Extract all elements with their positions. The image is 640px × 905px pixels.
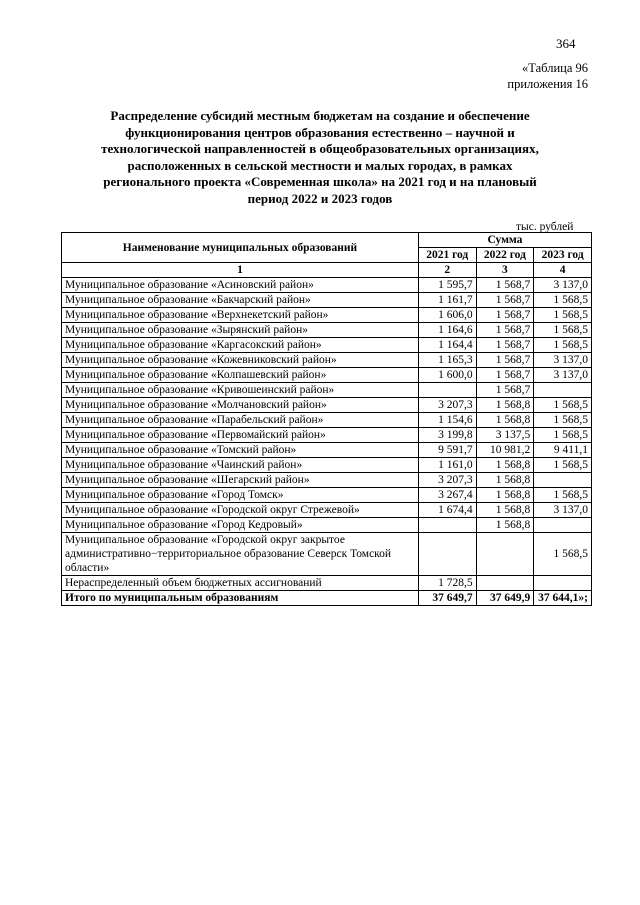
title-line: технологической направленностей в общеобразовательных организациях, xyxy=(101,141,539,156)
amount-2021 xyxy=(418,518,476,533)
amount-2023: 1 568,5 xyxy=(534,413,592,428)
title-line: регионального проекта «Современная школа» на 2021 год и на плановый xyxy=(103,174,537,189)
table-row xyxy=(62,503,592,518)
amount-2022: 3 137,5 xyxy=(476,428,534,443)
amount-2022: 1 568,8 xyxy=(476,413,534,428)
caption-line-1: «Таблица 96 xyxy=(522,61,588,75)
column-number: 1 xyxy=(62,263,419,278)
header-year-2023: 2023 год xyxy=(534,248,592,263)
amount-2022: 1 568,7 xyxy=(476,293,534,308)
amount-2021: 1 728,5 xyxy=(418,576,476,591)
amount-2022: 1 568,7 xyxy=(476,323,534,338)
municipality-name: Муниципальное образование «Колпашевский район» xyxy=(62,368,419,383)
municipality-name: Муниципальное образование «Городской округ закрытое административно−территориальное образование Северск Томской области» xyxy=(62,533,419,576)
title-line: функционирования центров образования естественно – научной и xyxy=(125,124,515,140)
amount-2022: 1 568,8 xyxy=(476,458,534,473)
table-row xyxy=(62,473,592,488)
amount-2022: 1 568,7 xyxy=(476,353,534,368)
amount-2022: 1 568,7 xyxy=(476,338,534,353)
header-sum: Сумма xyxy=(418,233,591,248)
municipality-name: Муниципальное образование «Шегарский район» xyxy=(62,473,419,488)
municipality-name: Муниципальное образование «Верхнекетский район» xyxy=(62,308,419,323)
amount-2023: 3 137,0 xyxy=(534,368,592,383)
municipality-name: Муниципальное образование «Кривошеинский район» xyxy=(62,383,419,398)
amount-2023 xyxy=(534,473,592,488)
amount-2023 xyxy=(534,518,592,533)
table-row xyxy=(62,323,592,338)
amount-2021: 9 591,7 xyxy=(418,443,476,458)
amount-2022: 1 568,7 xyxy=(476,308,534,323)
table-row xyxy=(62,293,592,308)
municipality-name: Муниципальное образование «Кожевниковский район» xyxy=(62,353,419,368)
page-number: 364 xyxy=(556,36,576,51)
municipality-name: Муниципальное образование «Первомайский район» xyxy=(62,428,419,443)
municipality-name: Муниципальное образование «Чаинский район» xyxy=(62,458,419,473)
total-2022: 37 649,9 xyxy=(476,591,534,606)
total-label: Итого по муниципальным образованиям xyxy=(62,591,419,606)
table-row xyxy=(62,398,592,413)
municipality-name: Муниципальное образование «Асиновский район» xyxy=(62,278,419,293)
total-2023: 37 644,1»; xyxy=(534,591,592,606)
amount-2022 xyxy=(476,576,534,591)
amount-2023: 1 568,5 xyxy=(534,308,592,323)
column-number: 4 xyxy=(534,263,592,278)
header-year-2022: 2022 год xyxy=(476,248,534,263)
title-line: расположенных в сельской местности и малых городах, в рамках xyxy=(127,157,513,173)
amount-2023: 1 568,5 xyxy=(534,293,592,308)
amount-2021: 3 207,3 xyxy=(418,473,476,488)
amount-2021: 1 674,4 xyxy=(418,503,476,518)
amount-2021: 1 600,0 xyxy=(418,368,476,383)
municipality-name: Муниципальное образование «Город Кедровый» xyxy=(62,518,419,533)
document-title xyxy=(60,108,580,207)
table-row xyxy=(62,576,592,591)
amount-2022: 1 568,8 xyxy=(476,518,534,533)
table-row xyxy=(62,413,592,428)
amount-2022: 1 568,7 xyxy=(476,368,534,383)
municipality-name: Нераспределенный объем бюджетных ассигнований xyxy=(62,576,419,591)
table-row xyxy=(62,368,592,383)
table-row xyxy=(62,353,592,368)
header-row xyxy=(62,233,592,248)
municipality-name: Муниципальное образование «Парабельский район» xyxy=(62,413,419,428)
amount-2022: 10 981,2 xyxy=(476,443,534,458)
amount-2022: 1 568,8 xyxy=(476,473,534,488)
amount-2022: 1 568,8 xyxy=(476,503,534,518)
amount-2023: 9 411,1 xyxy=(534,443,592,458)
units-label: тыс. рублей xyxy=(516,221,574,233)
amount-2021: 1 161,7 xyxy=(418,293,476,308)
title-line: период 2022 и 2023 годов xyxy=(247,190,393,206)
municipality-name: Муниципальное образование «Зырянский район» xyxy=(62,323,419,338)
caption-line-2: приложения 16 xyxy=(507,77,588,91)
amount-2021: 3 267,4 xyxy=(418,488,476,503)
municipality-name: Муниципальное образование «Бакчарский район» xyxy=(62,293,419,308)
municipality-name: Муниципальное образование «Каргасокский район» xyxy=(62,338,419,353)
amount-2023: 3 137,0 xyxy=(534,503,592,518)
amount-2023: 1 568,5 xyxy=(534,398,592,413)
amount-2021 xyxy=(418,533,476,576)
table-row xyxy=(62,338,592,353)
municipality-name: Муниципальное образование «Городской округ Стрежевой» xyxy=(62,503,419,518)
amount-2023: 3 137,0 xyxy=(534,353,592,368)
amount-2023 xyxy=(534,576,592,591)
table-caption xyxy=(507,60,588,92)
amount-2021 xyxy=(418,383,476,398)
amount-2021: 1 165,3 xyxy=(418,353,476,368)
amount-2023: 3 137,0 xyxy=(534,278,592,293)
amount-2023: 1 568,5 xyxy=(534,338,592,353)
municipality-name: Муниципальное образование «Город Томск» xyxy=(62,488,419,503)
amount-2023: 1 568,5 xyxy=(534,458,592,473)
amount-2021: 3 207,3 xyxy=(418,398,476,413)
total-row xyxy=(62,591,592,606)
header-year-2021: 2021 год xyxy=(418,248,476,263)
table-row xyxy=(62,443,592,458)
total-2021: 37 649,7 xyxy=(418,591,476,606)
table-row xyxy=(62,518,592,533)
amount-2023 xyxy=(534,383,592,398)
amount-2023: 1 568,5 xyxy=(534,428,592,443)
amount-2023: 1 568,5 xyxy=(534,323,592,338)
amount-2021: 1 154,6 xyxy=(418,413,476,428)
municipality-name: Муниципальное образование «Молчановский район» xyxy=(62,398,419,413)
header-name: Наименование муниципальных образований xyxy=(62,233,419,263)
table-row xyxy=(62,308,592,323)
column-number-row xyxy=(62,263,592,278)
table-row xyxy=(62,428,592,443)
title-line: Распределение субсидий местным бюджетам на создание и обеспечение xyxy=(110,108,530,123)
column-number: 2 xyxy=(418,263,476,278)
amount-2023: 1 568,5 xyxy=(534,533,592,576)
amount-2021: 1 164,6 xyxy=(418,323,476,338)
table-row xyxy=(62,383,592,398)
subsidies-table xyxy=(61,232,592,606)
amount-2021: 1 606,0 xyxy=(418,308,476,323)
table-row xyxy=(62,533,592,576)
column-number: 3 xyxy=(476,263,534,278)
municipality-name: Муниципальное образование «Томский район» xyxy=(62,443,419,458)
table-row xyxy=(62,458,592,473)
amount-2021: 3 199,8 xyxy=(418,428,476,443)
amount-2021: 1 161,0 xyxy=(418,458,476,473)
amount-2022 xyxy=(476,533,534,576)
amount-2022: 1 568,7 xyxy=(476,278,534,293)
amount-2022: 1 568,8 xyxy=(476,488,534,503)
table-row xyxy=(62,278,592,293)
amount-2023: 1 568,5 xyxy=(534,488,592,503)
table-body xyxy=(62,263,592,591)
amount-2021: 1 595,7 xyxy=(418,278,476,293)
amount-2022: 1 568,7 xyxy=(476,383,534,398)
table-row xyxy=(62,488,592,503)
amount-2022: 1 568,8 xyxy=(476,398,534,413)
amount-2021: 1 164,4 xyxy=(418,338,476,353)
